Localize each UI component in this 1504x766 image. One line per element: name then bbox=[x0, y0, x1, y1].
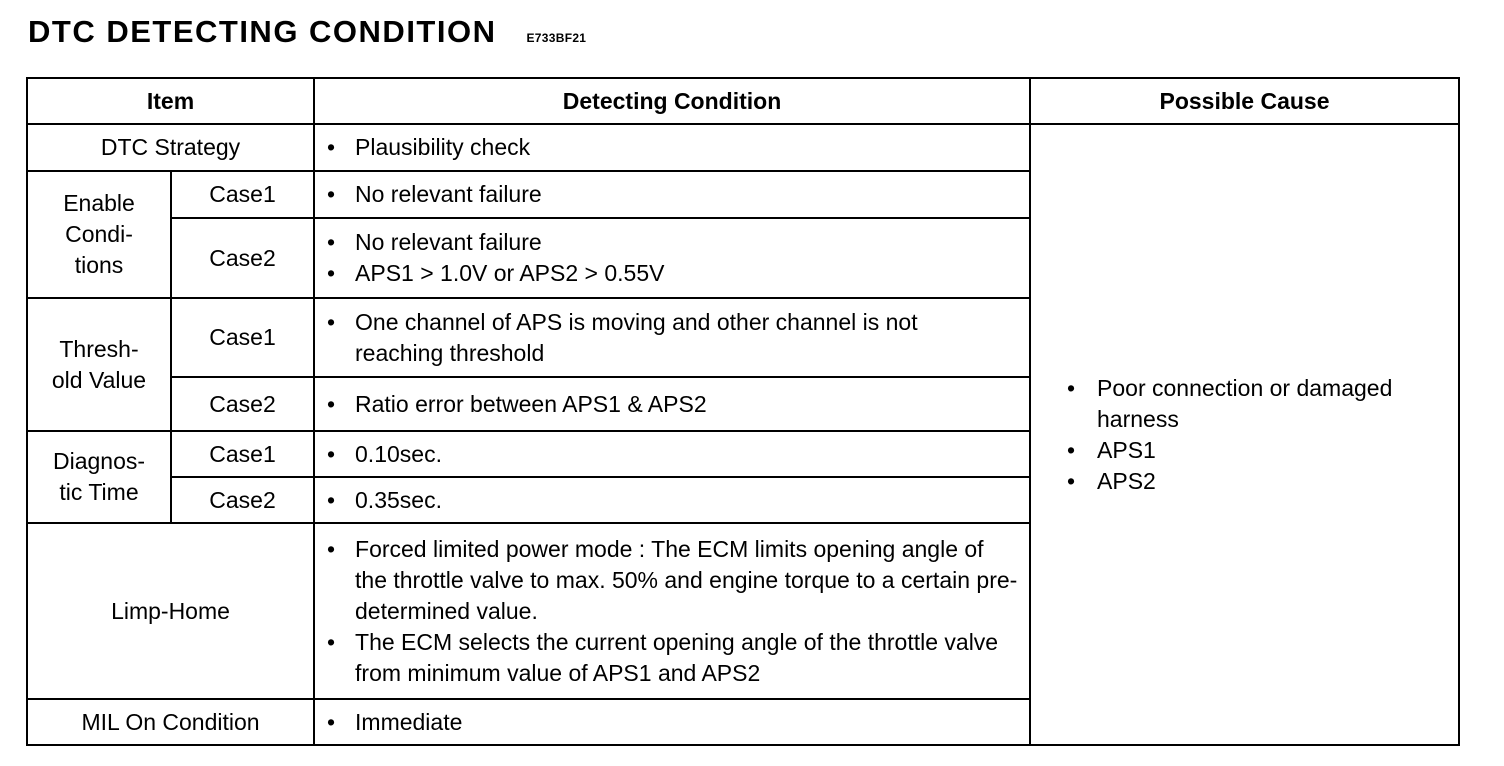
case-label: Case1 bbox=[171, 431, 314, 477]
bullet-item: • 0.10sec. bbox=[355, 439, 1019, 470]
condition-threshold-case2 bbox=[314, 377, 1030, 431]
bullet-item: • The ECM selects the current opening angle of the throttle valve from minimum value of APS1 and APS2 bbox=[355, 627, 1019, 689]
label-line: tions bbox=[74, 252, 124, 278]
label-enable-conditions bbox=[27, 171, 171, 298]
condition-limp-home bbox=[314, 523, 1030, 699]
label-line: Condi- bbox=[65, 221, 133, 247]
cause-item: • APS2 bbox=[1097, 466, 1448, 497]
label-limp-home: Limp-Home bbox=[27, 523, 314, 699]
case-label: Case2 bbox=[171, 218, 314, 298]
condition-enable-case1 bbox=[314, 171, 1030, 218]
case-label: Case1 bbox=[171, 298, 314, 377]
bullet-item: • Plausibility check bbox=[355, 132, 1019, 163]
cause-item: • Poor connection or damaged harness bbox=[1097, 373, 1448, 435]
header-possible-cause: Possible Cause bbox=[1030, 78, 1459, 124]
table-header-row bbox=[27, 78, 1459, 124]
page-title: DTC DETECTING CONDITION bbox=[28, 14, 497, 49]
condition-diagnostic-case1 bbox=[314, 431, 1030, 477]
case-label: Case2 bbox=[171, 477, 314, 523]
header-item: Item bbox=[27, 78, 314, 124]
bullet-item: • Ratio error between APS1 & APS2 bbox=[355, 389, 1019, 420]
condition-dtc-strategy bbox=[314, 124, 1030, 171]
bullet-item: • 0.35sec. bbox=[355, 485, 1019, 516]
bullet-item: • One channel of APS is moving and other channel is not reaching threshold bbox=[355, 307, 979, 369]
row-dtc-strategy bbox=[27, 124, 1459, 171]
label-line: Enable bbox=[63, 190, 135, 216]
bullet-item: • APS1 > 1.0V or APS2 > 0.55V bbox=[355, 258, 1019, 289]
document-code: E733BF21 bbox=[526, 31, 587, 45]
cause-item: • APS1 bbox=[1097, 435, 1448, 466]
label-line: tic Time bbox=[59, 479, 139, 505]
label-mil-on-condition: MIL On Condition bbox=[27, 699, 314, 745]
header-detecting-condition: Detecting Condition bbox=[314, 78, 1030, 124]
bullet-item: • No relevant failure bbox=[355, 227, 1019, 258]
case-label: Case1 bbox=[171, 171, 314, 218]
label-line: Diagnos- bbox=[52, 448, 146, 474]
header bbox=[28, 14, 586, 50]
condition-threshold-case1 bbox=[314, 298, 1030, 377]
case-label: Case2 bbox=[171, 377, 314, 431]
bullet-item: • Immediate bbox=[355, 707, 1019, 738]
label-line: old Value bbox=[51, 366, 147, 393]
condition-enable-case2 bbox=[314, 218, 1030, 298]
bullet-item: • No relevant failure bbox=[355, 179, 1019, 210]
label-line: Thresh- bbox=[59, 335, 139, 362]
possible-cause-cell bbox=[1030, 124, 1459, 745]
dtc-condition-table bbox=[26, 77, 1460, 746]
label-dtc-strategy: DTC Strategy bbox=[27, 124, 314, 171]
bullet-item: • Forced limited power mode : The ECM limits opening angle of the throttle valve to max. 50% and engine torque to a certain pre-determined value. bbox=[355, 534, 1019, 627]
label-threshold-value bbox=[27, 298, 171, 431]
condition-diagnostic-case2 bbox=[314, 477, 1030, 523]
condition-mil-on bbox=[314, 699, 1030, 745]
label-diagnostic-time bbox=[27, 431, 171, 523]
